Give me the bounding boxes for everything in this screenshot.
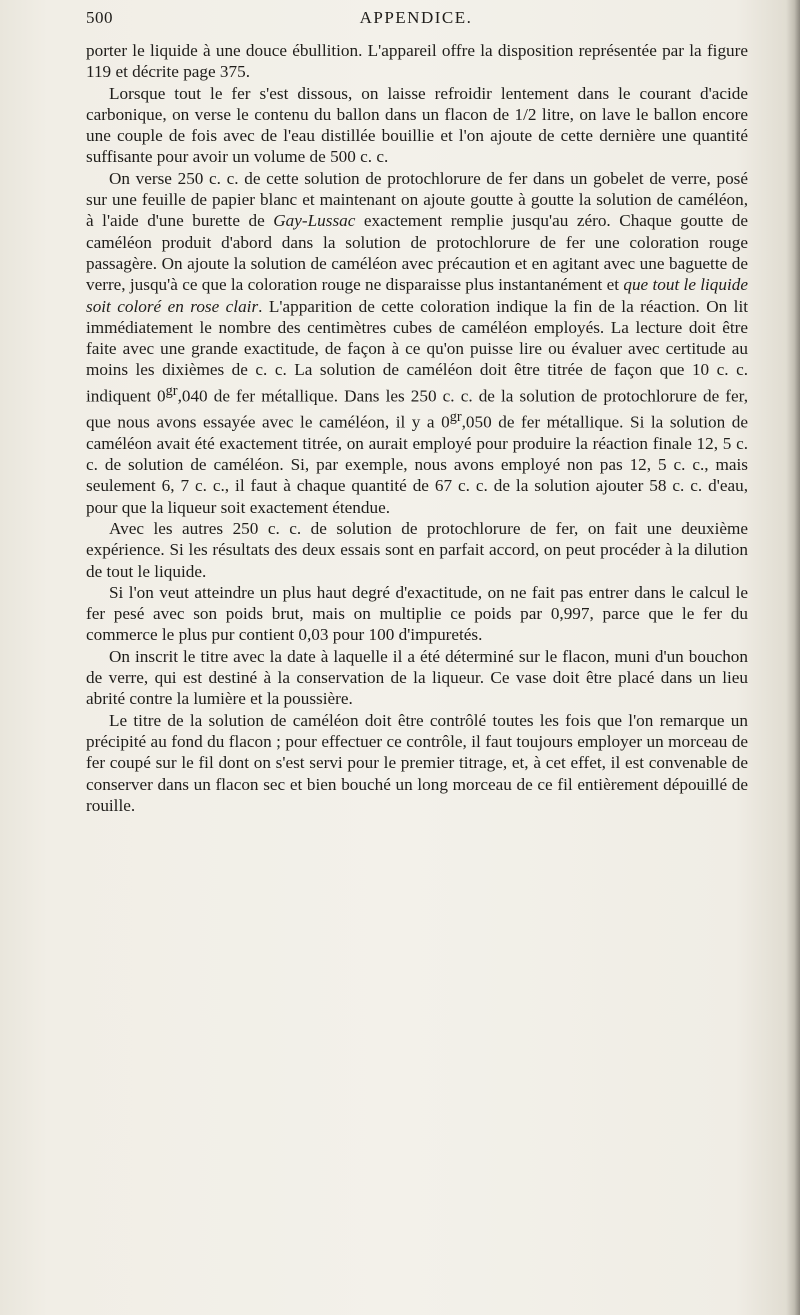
text-run: Avec les autres 250 c. c. de solution de protochlorure de fer, on fait une deuxième expérience. Si les résultats des deux essais sont en parfait accord, on peut procéder à la dilution de tout le liquide. bbox=[86, 519, 748, 581]
italic-name-gay-lussac: Gay-Lussac bbox=[273, 211, 356, 231]
text-run: On verse 250 c. c. de cette solution de protochlorure de fer dans un gobelet de verre, posé sur une feuille de papier blanc et maintenant on ajoute goutte à goutte la solution de caméléon, à l'aide d'une burette de bbox=[86, 168, 748, 231]
unit-superscript: gr bbox=[449, 408, 462, 425]
page-number: 500 bbox=[86, 8, 113, 27]
text-run: ,040 de fer métallique. Dans les 250 c. c. de la solution de protochlorure de fer, que nous avons essayée avec le caméléon, il y a 0 bbox=[86, 386, 748, 432]
text-run: Si l'on veut atteindre un plus haut degré d'exactitude, on ne fait pas entrer dans le calcul le fer pesé avec son poids brut, mais on multiplie ce poids par 0,997, parce que le fer du commerce le plus pur contient 0,03 pour 100 d'impuretés. bbox=[86, 582, 748, 645]
paragraph-4 bbox=[86, 518, 748, 582]
paragraph-3 bbox=[86, 168, 748, 518]
text-run: Lorsque tout le fer s'est dissous, on laisse refroidir lentement dans le courant d'acide carbonique, on verse le contenu du ballon dans un flacon de 1/2 litre, on lave le ballon encore une couple de fois avec de l'eau distillée bouillie et l'on ajoute de cette dernière une quantité suffisante pour avoir un volume de 500 c. c. bbox=[86, 83, 748, 167]
text-run: exactement remplie jusqu'au zéro. Chaque goutte de caméléon produit d'abord dans la solution de protochlorure de fer une coloration rouge passagère. On ajoute la solution de caméléon avec précaution et en agitant avec une baguette de verre, jusqu'à ce que la coloration rouge ne disparaisse plus instantanément et bbox=[86, 211, 749, 295]
page-header bbox=[86, 8, 746, 32]
paragraph-6 bbox=[86, 646, 748, 710]
text-run: ,050 de fer métallique. Si la solution de caméléon avait été exactement titrée, on aurait employé pour produire la réaction finale 12, 5 c. c. de solution de caméléon. Si, par exemple, nous avons employé non pas 12, 5 c. c., mais seulement 6, 7 c. c., il faut à chaque quantité de 67 c. c. de la solution ajouter 58 c. c. d'eau, pour que la liqueur soit exactement étendue. bbox=[86, 412, 748, 517]
text-run: . L'apparition de cette coloration indique la fin de la réaction. On lit immédiatement le nombre des centimètres cubes de caméléon employés. La lecture doit être faite avec une grande exactitude, de façon à ce qu'on puisse lire ou évaluer avec certitude au moins les dixièmes de c. c. La solution de caméléon doit être titrée de façon que 10 c. c. indiquent 0 bbox=[86, 296, 748, 406]
unit-superscript: gr bbox=[165, 382, 178, 399]
paragraph-5 bbox=[86, 582, 748, 646]
body-text bbox=[86, 40, 748, 816]
paragraph-7 bbox=[86, 710, 748, 816]
paragraph-2 bbox=[86, 83, 748, 168]
page-edge-shadow bbox=[786, 0, 800, 1315]
text-run: Le titre de la solution de caméléon doit être contrôlé toutes les fois que l'on remarque un précipité au fond du flacon ; pour effectuer ce contrôle, il faut toujours employer un morceau de fer coupé sur le fil dont on s'est servi pour le premier titrage, et, à cet effet, il est convenable de conserver dans un flacon sec et bien bouché un long morceau de ce fil entièrement dépouillé de rouille. bbox=[86, 710, 748, 815]
running-title: APPENDICE. bbox=[359, 8, 473, 27]
text-run: porter le liquide à une douce ébullition. L'appareil offre la disposition représentée par la figure 119 et décrite page 375. bbox=[86, 41, 748, 82]
italic-phrase: que tout le liquide soit coloré en rose clair bbox=[86, 275, 748, 316]
paragraph-1 bbox=[86, 40, 748, 83]
text-run: On inscrit le titre avec la date à laquelle il a été déterminé sur le flacon, muni d'un bouchon de verre, qui est destiné à la conservation de la liqueur. Ce vase doit être placé dans un lieu abrité contre la lumière et la poussière. bbox=[86, 646, 748, 709]
